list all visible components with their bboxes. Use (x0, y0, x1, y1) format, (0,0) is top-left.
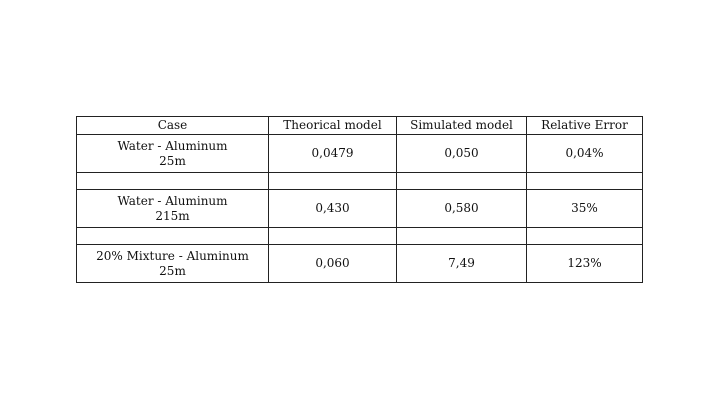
case-cell (77, 245, 269, 283)
header-relative-error: Relative Error (527, 117, 643, 135)
table-row (77, 190, 643, 228)
theorical-value: 0,430 (269, 190, 397, 228)
spacer-row (77, 173, 643, 190)
header-theorical-model: Theorical model (269, 117, 397, 135)
case-length: 25m (159, 263, 186, 278)
header-simulated-model: Simulated model (397, 117, 527, 135)
table-row (77, 135, 643, 173)
simulated-value: 7,49 (397, 245, 527, 283)
empty-cell (397, 173, 527, 190)
header-case: Case (77, 117, 269, 135)
empty-cell (527, 228, 643, 245)
case-name: Water - Aluminum (117, 193, 228, 208)
case-name: 20% Mixture - Aluminum (96, 248, 249, 263)
simulated-value: 0,050 (397, 135, 527, 173)
empty-cell (527, 173, 643, 190)
case-cell (77, 190, 269, 228)
empty-cell (397, 228, 527, 245)
empty-cell (77, 173, 269, 190)
table-row (77, 245, 643, 283)
empty-cell (77, 228, 269, 245)
case-length: 215m (155, 208, 190, 223)
relative-error-value: 0,04% (527, 135, 643, 173)
table-header-row (77, 117, 643, 135)
case-length: 25m (159, 153, 186, 168)
relative-error-value: 123% (527, 245, 643, 283)
empty-cell (269, 228, 397, 245)
theorical-value: 0,0479 (269, 135, 397, 173)
case-name: Water - Aluminum (117, 138, 228, 153)
simulated-value: 0,580 (397, 190, 527, 228)
empty-cell (269, 173, 397, 190)
results-table (76, 116, 643, 283)
spacer-row (77, 228, 643, 245)
case-cell (77, 135, 269, 173)
theorical-value: 0,060 (269, 245, 397, 283)
relative-error-value: 35% (527, 190, 643, 228)
